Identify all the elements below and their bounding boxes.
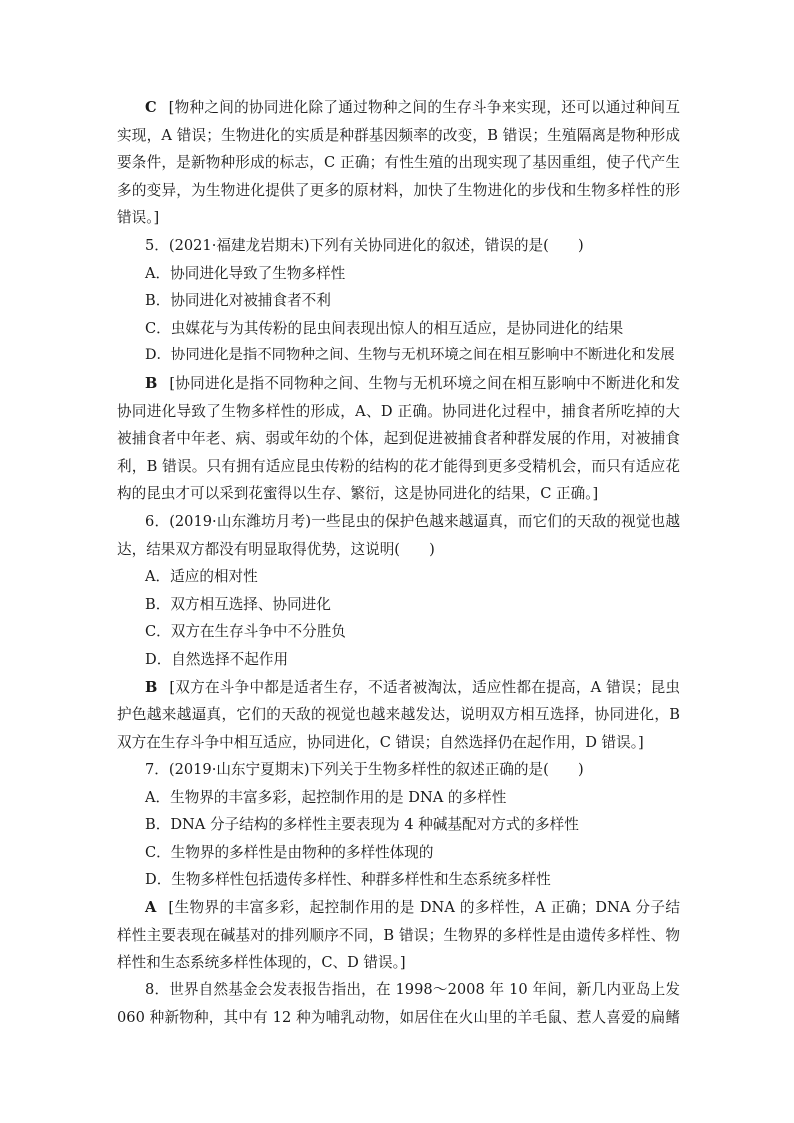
question-4-answer xyxy=(117,94,680,232)
question-8 xyxy=(117,976,680,1031)
answer-line: 样性主要表现在碱基对的排列顺序不同，B 错误；生物界的多样性是由遗传多样性、物 xyxy=(117,926,680,944)
answer-line: 要条件，是新物种形成的标志，C 正确；有性生殖的出现实现了基因重组，使子代产生 xyxy=(117,154,680,172)
question-stem: 7．(2019·山东宁夏期末)下列关于生物多样性的叙述正确的是( ) xyxy=(145,761,584,778)
question-stem: 6．(2019·山东潍坊月考)一些昆虫的保护色越来越逼真，而它们的天敌的视觉也越 xyxy=(145,513,680,530)
option-b: B．双方相互选择、协同进化 xyxy=(145,595,331,613)
question-stem: 5．(2021·福建龙岩期末)下列有关协同进化的叙述，错误的是( ) xyxy=(145,237,584,254)
answer-line: 实现，A 错误；生物进化的实质是种群基因频率的改变，B 错误；生殖隔离是物种形成 xyxy=(117,126,680,144)
answer-line: 样性和生态系统多样性体现的，C、D 错误。] xyxy=(117,954,406,972)
question-stem: 达，结果双方都没有明显取得优势，这说明( ) xyxy=(117,540,435,558)
option-d: D．协同进化是指不同物种之间、生物与无机环境之间在相互影响中不断进化和发展 xyxy=(145,347,675,364)
answer-letter: A xyxy=(145,898,157,916)
answer-line: 双方在生存斗争中相互适应，协同进化，C 错误；自然选择仍在起作用，D 错误。] xyxy=(117,733,644,751)
option-c: C．生物界的多样性是由物种的多样性体现的 xyxy=(145,843,434,861)
answer-line: B [协同进化是指不同物种之间、生物与无机环境之间在相互影响中不断进化和发 xyxy=(145,374,680,392)
option-b: B．DNA 分子结构的多样性主要表现为 4 种碱基配对方式的多样性 xyxy=(145,816,579,834)
question-7 xyxy=(117,756,680,977)
option-d: D．生物多样性包括遗传多样性、种群多样性和生态系统多样性 xyxy=(145,871,551,889)
answer-line: 构的昆虫才可以采到花蜜得以生存、繁衍，这是协同进化的结果，C 正确。] xyxy=(117,485,599,503)
question-stem: 8．世界自然基金会发表报告指出，在 1998～2008 年 10 年间，新几内亚岛上发 xyxy=(145,981,680,998)
answer-line: A [生物界的丰富多彩，起控制作用的是 DNA 的多样性，A 正确；DNA 分子结 xyxy=(145,898,680,916)
answer-line: 被捕食者中年老、病、弱或年幼的个体，起到促进被捕食者种群发展的作用，对被捕食 xyxy=(117,430,680,448)
answer-line: 协同进化导致了生物多样性的形成，A、D 正确。协同进化过程中，捕食者所吃掉的大 xyxy=(117,402,680,420)
answer-line: B [双方在斗争中都是适者生存，不适者被淘汰，适应性都在提高，A 错误；昆虫 xyxy=(145,678,680,696)
answer-line: C [物种之间的协同进化除了通过物种之间的生存斗争来实现，还可以通过种间互 xyxy=(145,99,680,116)
option-d: D．自然选择不起作用 xyxy=(145,650,289,668)
answer-letter: B xyxy=(145,374,158,392)
answer-line: 护色越来越逼真，它们的天敌的视觉也越来越发达，说明双方相互选择，协同进化，B xyxy=(117,706,680,724)
answer-line: 错误。] xyxy=(117,209,160,227)
answer-letter: B xyxy=(145,678,158,696)
question-stem: 060 种新物种，其中有 12 种为哺乳动物，如居住在火山里的羊毛鼠、惹人喜爱的扁鳍 xyxy=(117,1008,680,1026)
option-c: C．虫媒花与为其传粉的昆虫间表现出惊人的相互适应，是协同进化的结果 xyxy=(145,319,624,337)
answer-line: 利，B 错误。只有拥有适应昆虫传粉的结构的花才能得到更多受精机会，而只有适应花 xyxy=(117,457,680,475)
question-6 xyxy=(117,508,680,756)
option-c: C．双方在生存斗争中不分胜负 xyxy=(145,623,346,641)
answer-letter: C xyxy=(145,99,157,116)
question-5 xyxy=(117,232,680,508)
option-a: A．协同进化导致了生物多样性 xyxy=(145,264,346,282)
answer-line: 多的变异，为生物进化提供了更多的原材料，加快了生物进化的步伐和生物多样性的形 xyxy=(117,181,680,199)
option-a: A．生物界的丰富多彩，起控制作用的是 DNA 的多样性 xyxy=(145,788,507,806)
option-b: B．协同进化对被捕食者不利 xyxy=(145,292,331,310)
option-a: A．适应的相对性 xyxy=(145,568,258,586)
